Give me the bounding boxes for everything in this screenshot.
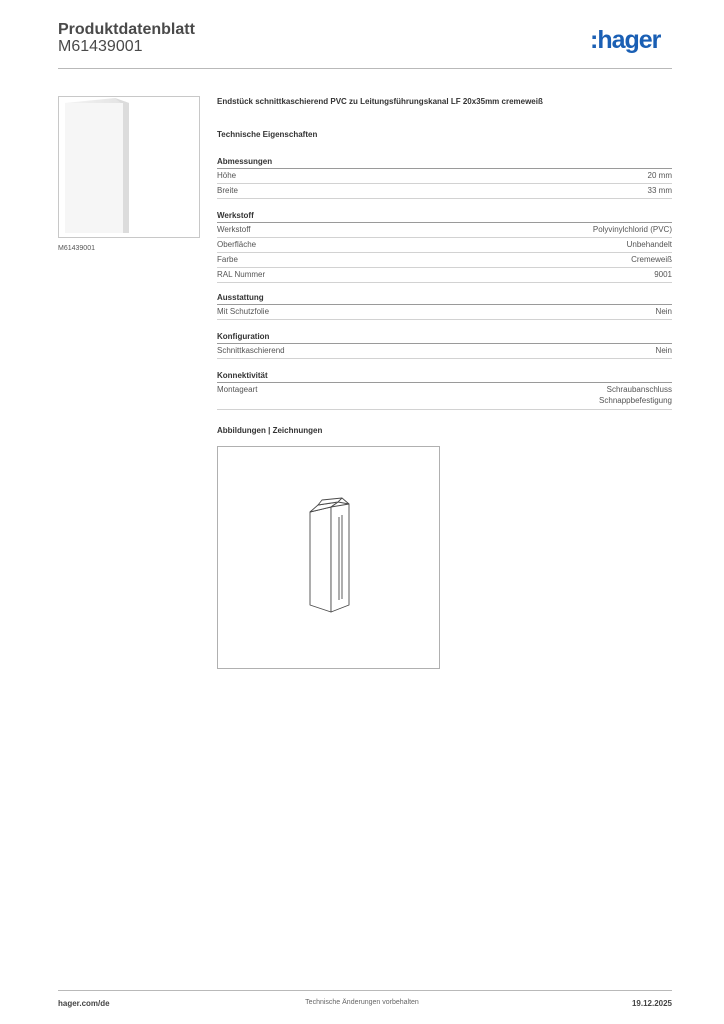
document-date: 19.12.2025 bbox=[631, 999, 672, 1008]
group-equipment bbox=[217, 292, 672, 320]
property-key: Mit Schutzfolie bbox=[217, 307, 270, 316]
property-value: Nein bbox=[655, 346, 672, 355]
property-value: 20 mm bbox=[647, 171, 672, 180]
property-key: RAL Nummer bbox=[217, 270, 266, 279]
property-key: Farbe bbox=[217, 255, 238, 264]
group-title: Konnektivität bbox=[217, 370, 672, 383]
technical-drawing bbox=[217, 446, 440, 669]
property-row bbox=[217, 344, 672, 359]
property-value: Polyvinylchlorid (PVC) bbox=[592, 225, 672, 234]
property-row bbox=[217, 238, 672, 253]
property-key: Montageart bbox=[217, 385, 258, 394]
group-title: Ausstattung bbox=[217, 292, 672, 305]
property-value: Schraubanschluss bbox=[606, 385, 672, 394]
hager-logo bbox=[590, 26, 660, 55]
property-key: Oberfläche bbox=[217, 240, 257, 249]
product-image bbox=[58, 96, 200, 238]
property-row bbox=[217, 305, 672, 320]
footer-divider bbox=[58, 990, 672, 991]
logo-text: :hager bbox=[590, 26, 661, 54]
website-link[interactable]: hager.com/de bbox=[58, 999, 110, 1008]
property-row bbox=[217, 383, 672, 410]
group-connectivity bbox=[217, 370, 672, 410]
property-value: 9001 bbox=[654, 270, 672, 279]
property-row bbox=[217, 184, 672, 199]
product-photo-icon bbox=[59, 97, 199, 237]
property-value: Unbehandelt bbox=[626, 240, 672, 249]
product-image-caption: M61439001 bbox=[58, 245, 95, 252]
property-row bbox=[217, 223, 672, 238]
property-key: Höhe bbox=[217, 171, 237, 180]
product-description: Endstück schnittkaschierend PVC zu Leitungsführungskanal LF 20x35mm cremeweiß bbox=[217, 97, 543, 106]
property-value: Nein bbox=[655, 307, 672, 316]
group-title: Abmessungen bbox=[217, 156, 672, 169]
property-value: Schnappbefestigung bbox=[599, 396, 672, 405]
property-value: 33 mm bbox=[647, 186, 672, 195]
group-title: Werkstoff bbox=[217, 210, 672, 223]
main-content bbox=[217, 96, 672, 405]
group-material bbox=[217, 210, 672, 283]
group-dimensions bbox=[217, 156, 672, 199]
property-value: Cremeweiß bbox=[631, 255, 672, 264]
group-title: Konfiguration bbox=[217, 331, 672, 344]
property-row bbox=[217, 169, 672, 184]
technical-properties-heading: Technische Eigenschaften bbox=[217, 130, 318, 139]
footer-note: Technische Änderungen vorbehalten bbox=[305, 999, 419, 1006]
property-key: Werkstoff bbox=[217, 225, 251, 234]
group-configuration bbox=[217, 331, 672, 359]
property-row bbox=[217, 268, 672, 283]
product-number: M61439001 bbox=[58, 38, 143, 55]
drawings-heading: Abbildungen | Zeichnungen bbox=[217, 426, 323, 435]
end-cap-drawing-icon bbox=[218, 447, 439, 668]
header-divider bbox=[58, 68, 672, 69]
document-title: Produktdatenblatt bbox=[58, 21, 195, 38]
property-key: Breite bbox=[217, 186, 238, 195]
property-key: Schnittkaschierend bbox=[217, 346, 285, 355]
property-value-multiline bbox=[599, 383, 672, 406]
property-row bbox=[217, 253, 672, 268]
